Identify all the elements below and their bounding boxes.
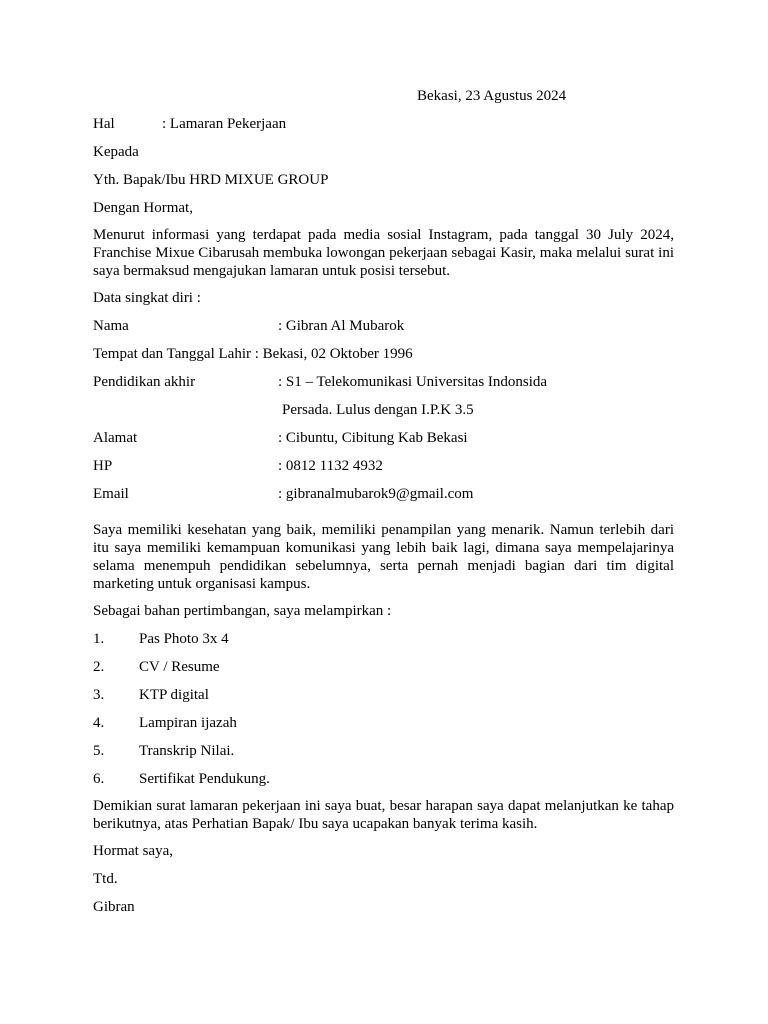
list-item xyxy=(93,741,674,761)
nama-value: : Gibran Al Mubarok xyxy=(278,318,405,334)
closing-paragraph: Demikian surat lamaran pekerjaan ini saya buat, besar harapan saya dapat melanjutkan ke tahap berikutnya, atas Perhatian Bapak/ Ibu saya ucapakan banyak terima kasih. xyxy=(93,798,674,832)
signature-line: Ttd. xyxy=(93,871,118,887)
list-item-text: Transkrip Nilai. xyxy=(139,743,235,759)
ttl-label: Tempat dan Tanggal Lahir xyxy=(93,346,251,362)
list-item-number: 3. xyxy=(93,687,105,703)
regards-line: Hormat saya, xyxy=(93,843,173,859)
list-item-number: 4. xyxy=(93,715,105,731)
email-label: Email xyxy=(93,486,129,502)
list-item-number: 2. xyxy=(93,659,105,675)
subject-value: : Lamaran Pekerjaan xyxy=(162,116,287,132)
letter-date: Bekasi, 23 Agustus 2024 xyxy=(417,88,567,104)
list-item-text: Sertifikat Pendukung. xyxy=(139,771,270,787)
list-item-text: Lampiran ijazah xyxy=(139,715,237,731)
alamat-value: : Cibuntu, Cibitung Kab Bekasi xyxy=(278,430,468,446)
ttl-value: : Bekasi, 02 Oktober 1996 xyxy=(250,346,413,362)
pendidikan-continuation: Persada. Lulus dengan I.P.K 3.5 xyxy=(282,402,474,418)
attachments-list xyxy=(93,629,674,789)
list-item-number: 5. xyxy=(93,743,105,759)
signer-name: Gibran xyxy=(93,899,135,915)
data-row-ttl xyxy=(93,344,674,364)
data-row-pendidikan xyxy=(93,372,674,392)
list-item xyxy=(93,657,674,677)
letter-page xyxy=(93,86,674,925)
list-item-number: 1. xyxy=(93,631,105,647)
nama-label: Nama xyxy=(93,318,129,334)
kepada-line: Kepada xyxy=(93,144,139,160)
list-item-text: Pas Photo 3x 4 xyxy=(139,631,229,647)
list-item xyxy=(93,629,674,649)
salutation-line: Dengan Hormat, xyxy=(93,200,193,216)
subject-line xyxy=(93,114,674,134)
data-heading: Data singkat diri : xyxy=(93,290,201,306)
data-row-alamat xyxy=(93,428,674,448)
pendidikan-value: : S1 – Telekomunikasi Universitas Indonsida xyxy=(278,374,548,390)
pendidikan-label: Pendidikan akhir xyxy=(93,374,196,390)
body-paragraph: Saya memiliki kesehatan yang baik, memiliki penampilan yang menarik. Namun terlebih dari itu saya memiliki kemampuan komunikasi yang lebih baik lagi, dimana saya mempelajarinya selama menempuh pendidikan sebelumnya, serta pernah menjadi bagian dari tim digital marketing untuk organisasi kampus. xyxy=(93,522,674,592)
email-value: : gibranalmubarok9@gmail.com xyxy=(278,486,474,502)
list-item-number: 6. xyxy=(93,771,105,787)
data-row-nama xyxy=(93,316,674,336)
subject-label: Hal xyxy=(93,116,115,132)
list-item xyxy=(93,685,674,705)
list-item xyxy=(93,769,674,789)
list-item-text: KTP digital xyxy=(139,687,209,703)
list-item xyxy=(93,713,674,733)
hp-label: HP xyxy=(93,458,113,474)
alamat-label: Alamat xyxy=(93,430,138,446)
intro-paragraph: Menurut informasi yang terdapat pada media sosial Instagram, pada tanggal 30 July 2024, Franchise Mixue Cibarusah membuka lowongan pekerjaan sebagai Kasir, maka melalui surat ini saya bermaksud mengajukan lamaran untuk posisi tersebut. xyxy=(93,227,674,279)
data-row-email xyxy=(93,484,674,504)
section-gap xyxy=(93,512,674,521)
attachments-heading: Sebagai bahan pertimbangan, saya melampirkan : xyxy=(93,603,392,619)
recipient-line: Yth. Bapak/Ibu HRD MIXUE GROUP xyxy=(93,172,329,188)
hp-value: : 0812 1132 4932 xyxy=(278,458,383,474)
list-item-text: CV / Resume xyxy=(139,659,220,675)
data-row-hp xyxy=(93,456,674,476)
